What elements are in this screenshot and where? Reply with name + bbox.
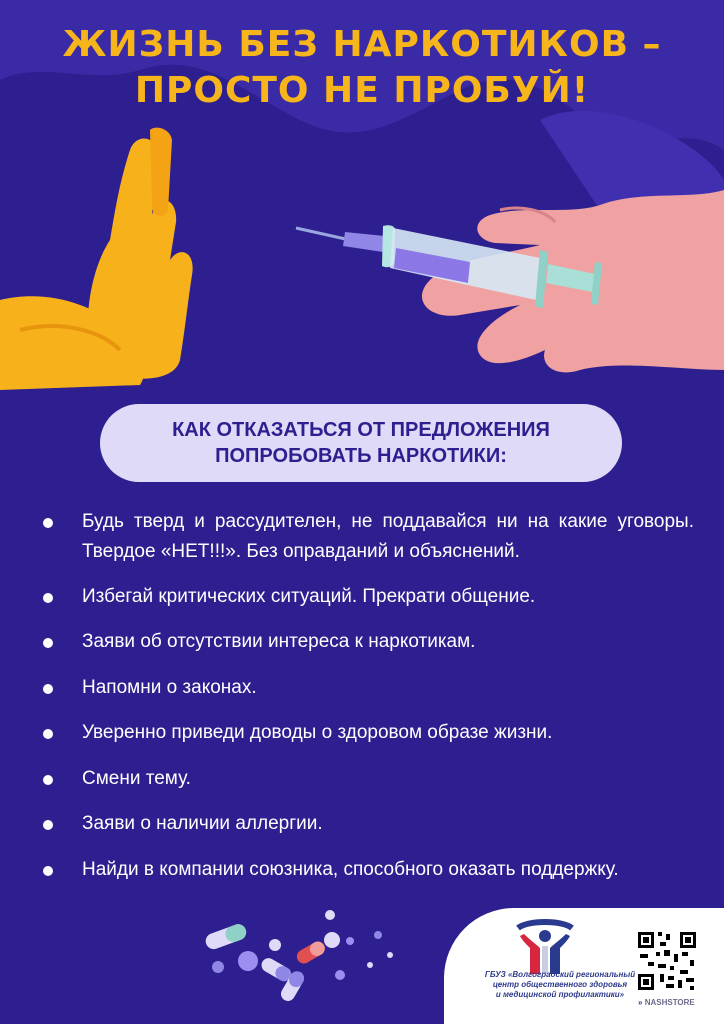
org-line-3: и медицинской профилактики»: [495, 990, 625, 999]
tip-text: Найди в компании союзника, способного оказать поддержку.: [82, 859, 619, 880]
bullet-icon: [43, 866, 53, 876]
store-brand: [638, 998, 708, 1007]
org-logo-icon: [510, 918, 580, 974]
bullet-icon: [43, 684, 53, 694]
tip-text: Напомни о законах.: [82, 677, 257, 698]
tip-text: Будь тверд и рассудителен, не поддавайся ни на какие уговоры. Твердое «НЕТ!!!». Без оправданий и объяснений.: [82, 511, 694, 562]
org-name: [480, 970, 640, 1000]
subtitle-line-2: ПОПРОБОВАТЬ НАРКОТИКИ:: [215, 445, 507, 467]
tip-item-6: [82, 764, 694, 794]
qr-code-icon: [636, 930, 698, 992]
store-brand-text: NASHSTORE: [644, 998, 695, 1007]
bullet-icon: [43, 518, 53, 528]
title-line-1: ЖИЗНЬ БЕЗ НАРКОТИКОВ –: [62, 24, 662, 65]
org-line-2: центр общественного здоровья: [492, 980, 628, 989]
tip-item-8: [82, 855, 694, 885]
tip-item-5: [82, 718, 694, 748]
bullet-icon: [43, 775, 53, 785]
pills-decoration-icon: [180, 895, 430, 1020]
bullet-icon: [43, 729, 53, 739]
tip-item-4: [82, 673, 694, 703]
tip-item-3: [82, 627, 694, 657]
tip-text: Заяви об отсутствии интереса к наркотикам.: [82, 631, 476, 652]
title-line-2: ПРОСТО НЕ ПРОБУЙ!: [134, 70, 590, 111]
tip-item-7: [82, 809, 694, 839]
tip-text: Заяви о наличии аллергии.: [82, 813, 323, 834]
org-line-1: ГБУЗ «Волгоградский региональный: [484, 970, 636, 979]
bullet-icon: [43, 820, 53, 830]
tip-text: Уверенно приведи доводы о здоровом образе жизни.: [82, 722, 553, 743]
tip-text: Избегай критических ситуаций. Прекрати общение.: [82, 586, 536, 607]
tip-item-2: [82, 582, 694, 612]
tip-item-1: [82, 507, 694, 567]
bullet-icon: [43, 593, 53, 603]
subtitle-line-1: КАК ОТКАЗАТЬСЯ ОТ ПРЕДЛОЖЕНИЯ: [172, 419, 550, 441]
store-chevron-icon: »: [638, 998, 643, 1007]
tip-text: Смени тему.: [82, 768, 191, 789]
bullet-icon: [43, 638, 53, 648]
